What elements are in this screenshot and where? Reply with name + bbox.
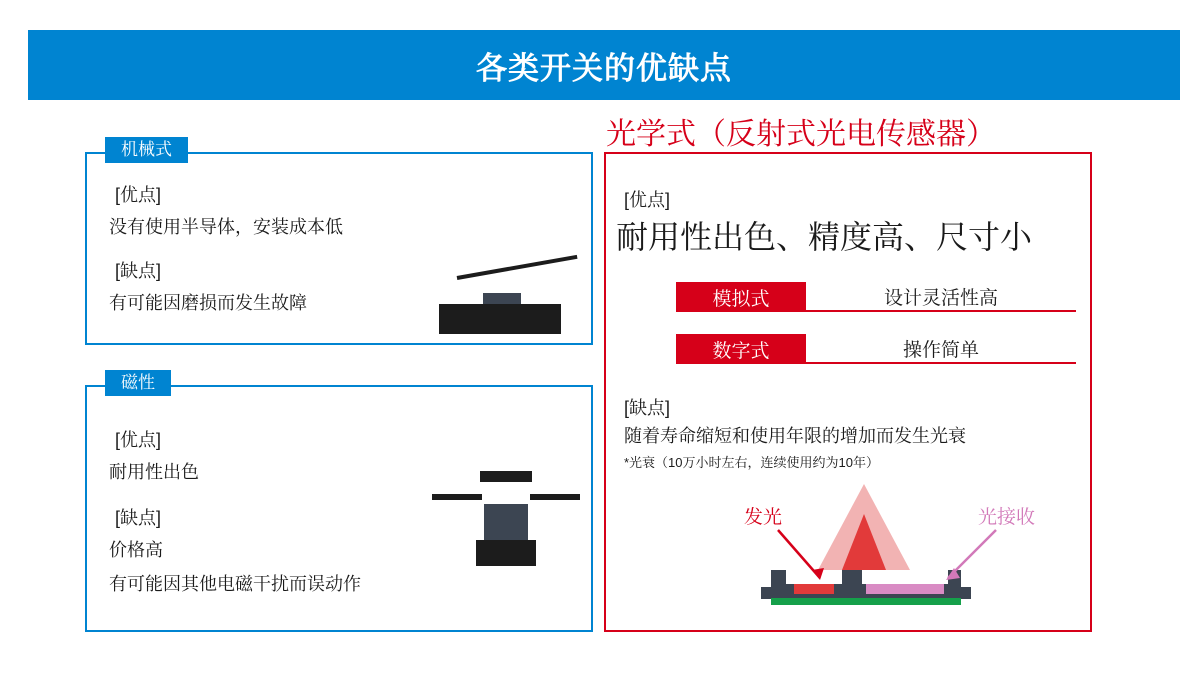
light-beam-inner-icon xyxy=(842,514,886,570)
optical-receive-label: 光接收 xyxy=(978,507,1036,528)
mechanical-lever-icon xyxy=(457,255,578,280)
optical-emit-label: 发光 xyxy=(744,507,783,528)
magnetic-body-icon xyxy=(476,540,536,566)
mechanical-body-icon xyxy=(439,304,561,334)
page-title: 各类开关的优缺点 xyxy=(476,50,732,86)
mechanical-merit-text: 没有使用半导体，安装成本低 xyxy=(109,217,343,237)
pcb-board-icon xyxy=(771,598,961,605)
magnetic-contact-right-icon xyxy=(530,494,580,500)
optical-merit-text: 耐用性出色、精度高、尺寸小 xyxy=(616,219,1033,255)
mechanical-demerit-text: 有可能因磨损而发生故障 xyxy=(109,293,307,313)
receive-arrow-icon xyxy=(934,528,1004,588)
magnetic-cap-icon xyxy=(480,471,532,482)
optical-merit-label: [优点] xyxy=(624,190,671,210)
magnetic-merit-label: [优点] xyxy=(115,430,162,450)
magnetic-demerit-text-2: 有可能因其他电磁干扰而误动作 xyxy=(109,574,361,594)
magnetic-plunger-icon xyxy=(484,504,528,540)
mechanical-merit-label: [优点] xyxy=(115,185,162,205)
card-mechanical-tab: 机械式 xyxy=(105,137,188,163)
card-optical xyxy=(604,152,1092,632)
magnetic-demerit-text-1: 价格高 xyxy=(109,540,163,560)
card-optical-title: 光学式（反射式光电传感器） xyxy=(604,118,1002,151)
card-mechanical xyxy=(85,140,593,345)
magnetic-merit-text: 耐用性出色 xyxy=(109,462,199,482)
magnetic-switch-illustration xyxy=(432,449,582,574)
photo-receiver-icon xyxy=(866,584,944,594)
magnetic-contact-left-icon xyxy=(432,494,482,500)
card-magnetic xyxy=(85,373,593,632)
optical-row-analog xyxy=(676,282,1076,312)
page-title-banner xyxy=(28,30,1180,100)
optical-row-digital-value: 操作简单 xyxy=(806,334,1076,364)
optical-row-analog-pill: 模拟式 xyxy=(676,282,806,312)
optical-row-digital-pill: 数字式 xyxy=(676,334,806,364)
reflective-photo-sensor-illustration xyxy=(666,484,1066,624)
mechanical-demerit-label: [缺点] xyxy=(115,261,162,281)
optical-row-analog-value: 设计灵活性高 xyxy=(806,282,1076,312)
mechanical-switch-illustration xyxy=(439,262,569,332)
magnetic-demerit-label: [缺点] xyxy=(115,508,162,528)
optical-demerit-text: 随着寿命缩短和使用年限的增加而发生光衰 xyxy=(624,426,966,446)
emit-arrow-icon xyxy=(774,528,834,588)
optical-row-digital xyxy=(676,334,1076,364)
optical-demerit-label: [缺点] xyxy=(624,398,671,418)
card-magnetic-tab: 磁性 xyxy=(105,370,171,396)
optical-demerit-note: *光衰（10万小时左右，连续使用约为10年） xyxy=(624,455,879,470)
